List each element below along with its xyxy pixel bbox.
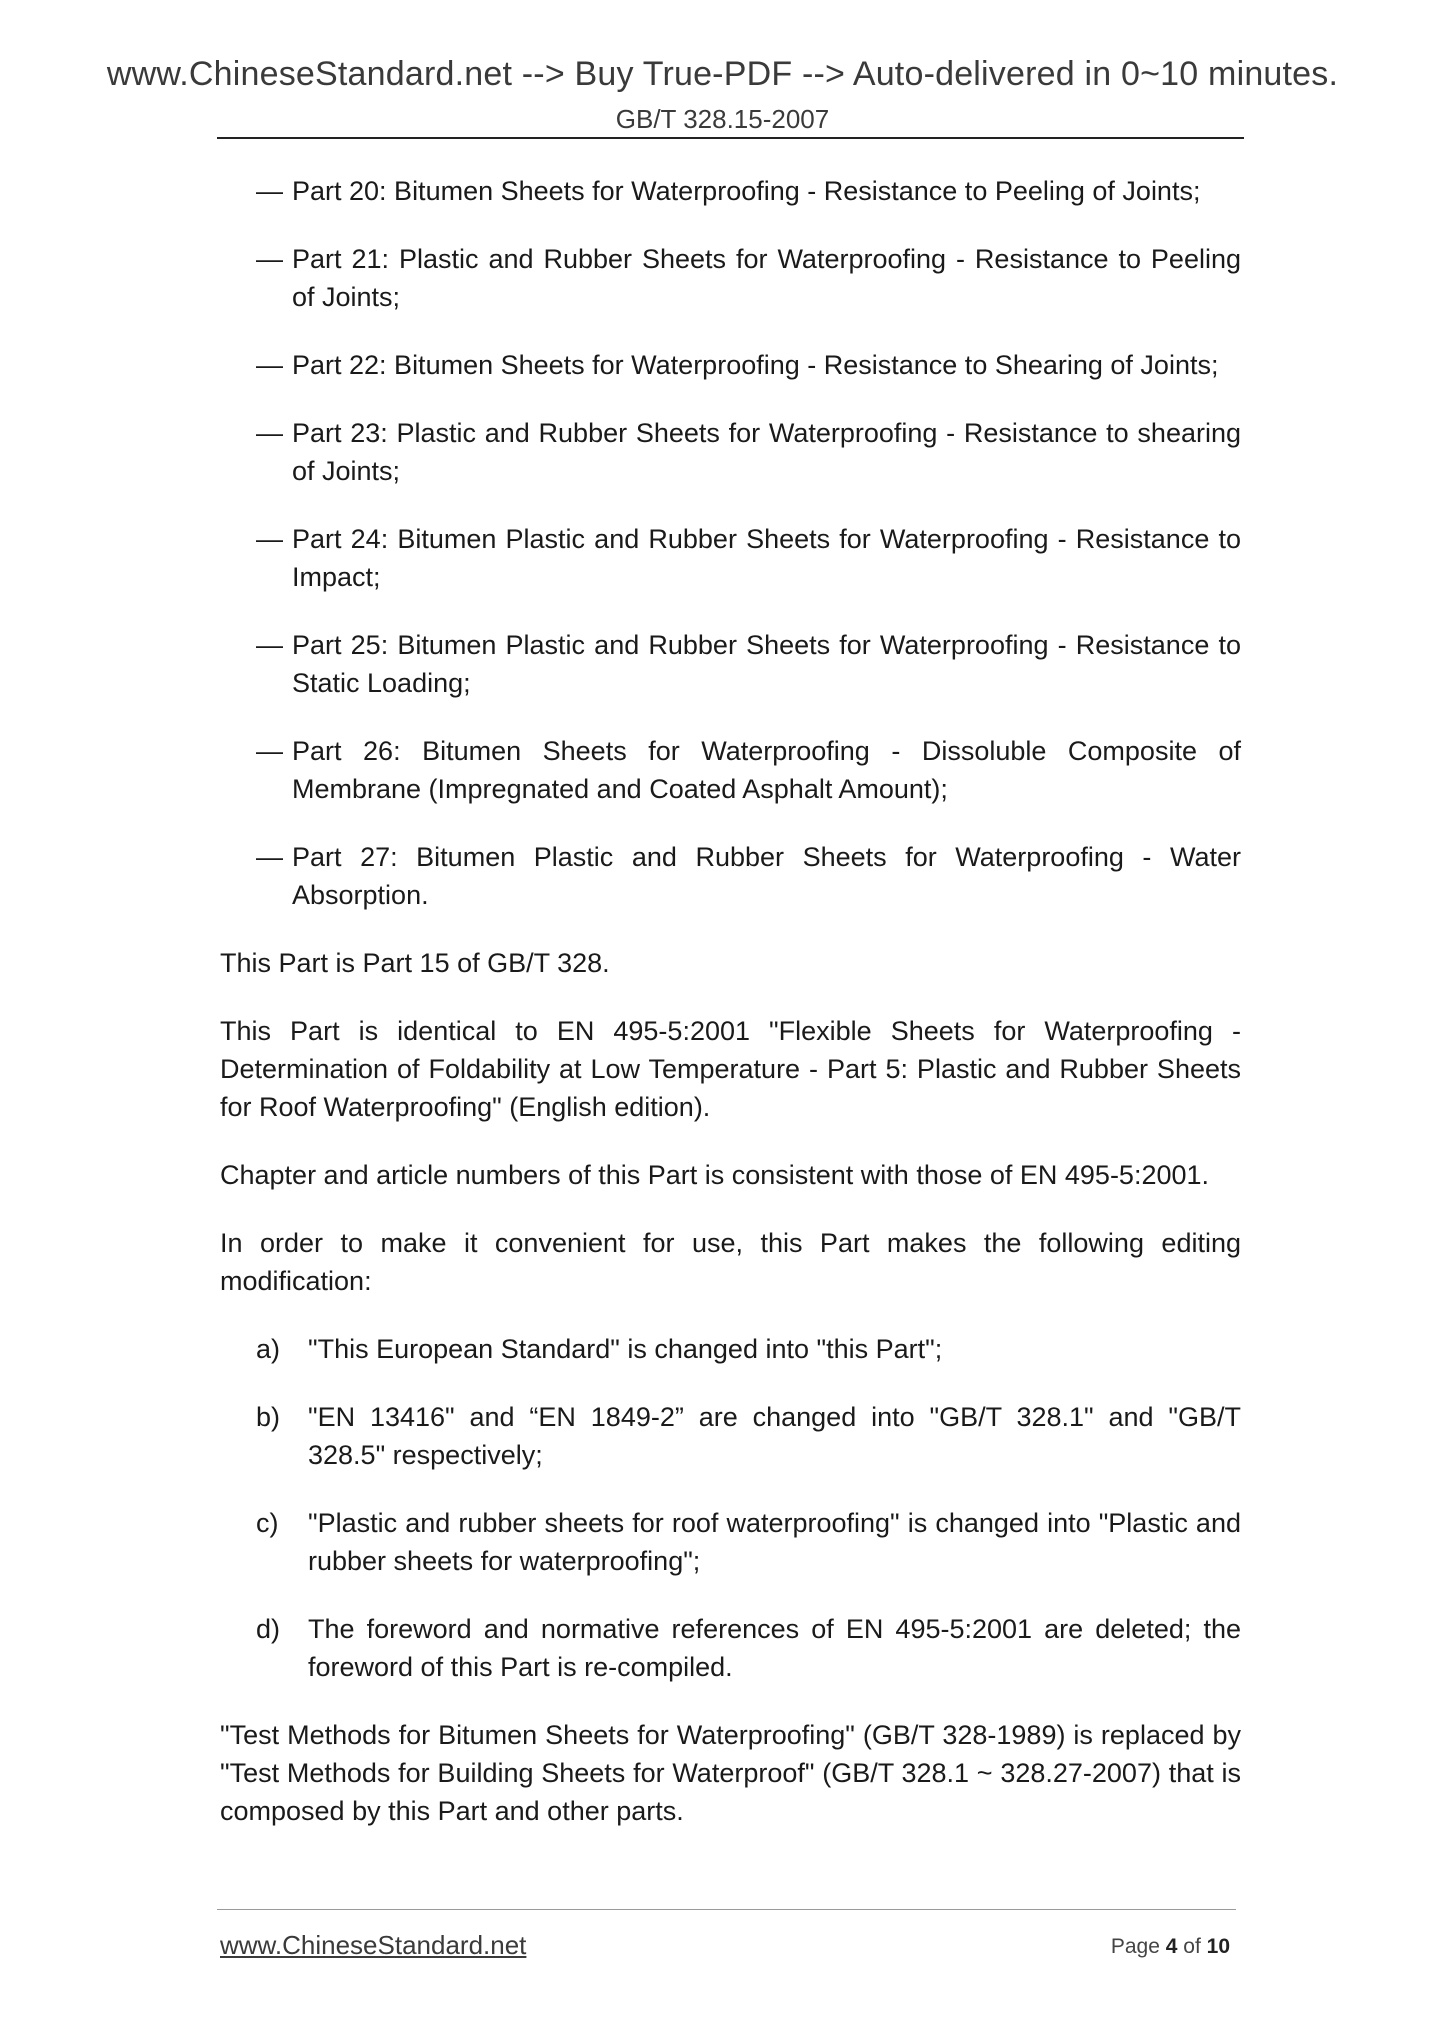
- page-indicator: [1111, 1935, 1230, 1959]
- part-list-item: [256, 414, 1241, 490]
- page-total: 10: [1206, 1935, 1230, 1958]
- dash-marker: —: [256, 244, 283, 274]
- part-text: Part 24: Bitumen Plastic and Rubber Sheets for Waterproofing - Resistance to Impact;: [292, 524, 1241, 592]
- modification-text: "EN 13416" and “EN 1849-2” are changed into "GB/T 328.1" and "GB/T 328.5" respectively;: [308, 1402, 1241, 1470]
- list-marker: b): [256, 1402, 281, 1432]
- dash-marker: —: [256, 630, 283, 660]
- list-marker: d): [256, 1614, 281, 1644]
- paragraph-chapter-numbers: Chapter and article numbers of this Part is consistent with those of EN 495-5:2001.: [220, 1160, 1210, 1190]
- document-body: [220, 172, 1241, 1860]
- part-list-item: [256, 838, 1241, 914]
- page-of: of: [1183, 1935, 1201, 1958]
- modification-text: The foreword and normative references of EN 495-5:2001 are deleted; the foreword of this Part is re-compiled.: [308, 1614, 1241, 1682]
- header-banner: www.ChineseStandard.net --> Buy True-PDF --> Auto-delivered in 0~10 minutes.: [106, 55, 1339, 93]
- part-text: Part 20: Bitumen Sheets for Waterproofing - Resistance to Peeling of Joints;: [292, 176, 1201, 206]
- part-list-item: [256, 240, 1241, 316]
- dash-marker: —: [256, 350, 283, 380]
- part-list-item: [256, 626, 1241, 702]
- footer-divider: [217, 1909, 1236, 1910]
- part-text: Part 26: Bitumen Sheets for Waterproofing - Dissoluble Composite of Membrane (Impregnated and Coated Asphalt Amount);: [292, 736, 1241, 804]
- dash-marker: —: [256, 524, 283, 554]
- part-list-item: [256, 172, 1241, 210]
- part-text: Part 23: Plastic and Rubber Sheets for Waterproofing - Resistance to shearing of Joints;: [292, 418, 1241, 486]
- paragraph-replacement: "Test Methods for Bitumen Sheets for Waterproofing" (GB/T 328-1989) is replaced by "Test Methods for Building Sheets for Waterproof" (GB/T 328.1 ~ 328.27-2007) that is composed by this Part and other parts.: [220, 1720, 1241, 1826]
- footer-site-link[interactable]: www.ChineseStandard.net: [220, 1930, 527, 1960]
- part-text: Part 21: Plastic and Rubber Sheets for Waterproofing - Resistance to Peeling of Joints;: [292, 244, 1241, 312]
- page-current: 4: [1165, 1935, 1178, 1958]
- modification-item: [256, 1398, 1241, 1474]
- part-list-item: [256, 520, 1241, 596]
- list-marker: a): [256, 1334, 281, 1364]
- part-text: Part 27: Bitumen Plastic and Rubber Sheets for Waterproofing - Water Absorption.: [292, 842, 1241, 910]
- page-word: Page: [1110, 1935, 1160, 1958]
- dash-marker: —: [256, 176, 283, 206]
- paragraph-editing-intro: In order to make it convenient for use, this Part makes the following editing modification:: [220, 1228, 1241, 1296]
- part-list-item: [256, 732, 1241, 808]
- header-divider: [217, 137, 1244, 139]
- dash-marker: —: [256, 736, 283, 766]
- modification-text: "Plastic and rubber sheets for roof waterproofing" is changed into "Plastic and rubber sheets for waterproofing";: [308, 1508, 1241, 1576]
- paragraph-identical-to: This Part is identical to EN 495-5:2001 "Flexible Sheets for Waterproofing - Determination of Foldability at Low Temperature - Part 5: Plastic and Rubber Sheets for Roof Waterproofing" (English edition).: [220, 1016, 1241, 1122]
- modification-item: [256, 1610, 1241, 1686]
- modification-text: "This European Standard" is changed into "this Part";: [308, 1334, 943, 1364]
- part-list-item: [256, 346, 1241, 384]
- paragraph-part-number: This Part is Part 15 of GB/T 328.: [220, 948, 610, 978]
- standard-code: GB/T 328.15-2007: [615, 104, 830, 134]
- modification-item: [256, 1504, 1241, 1580]
- dash-marker: —: [256, 842, 283, 872]
- dash-marker: —: [256, 418, 283, 448]
- part-text: Part 22: Bitumen Sheets for Waterproofing - Resistance to Shearing of Joints;: [292, 350, 1219, 380]
- list-marker: c): [256, 1508, 279, 1538]
- part-text: Part 25: Bitumen Plastic and Rubber Sheets for Waterproofing - Resistance to Static Loading;: [292, 630, 1241, 698]
- modification-item: [256, 1330, 1241, 1368]
